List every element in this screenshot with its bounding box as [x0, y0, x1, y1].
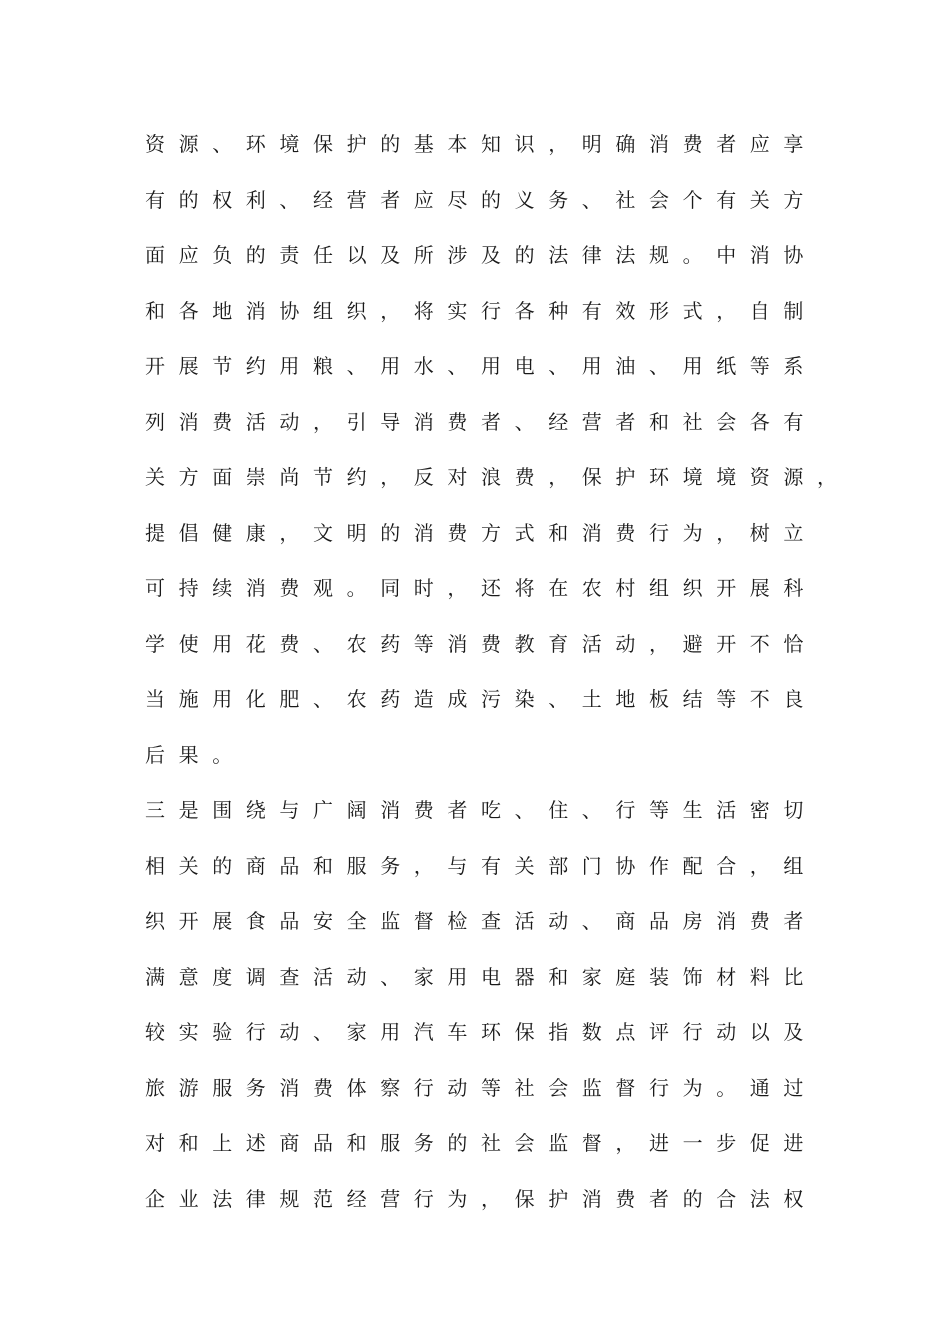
- text-line: 对和上述商品和服务的社会监督，进一步促进: [145, 1131, 817, 1155]
- text-line: 相关的商品和服务，与有关部门协作配合，组: [145, 853, 817, 878]
- text-line: 满意度调查活动、家用电器和家庭装饰材料比: [145, 964, 817, 989]
- text-line: 关方面崇尚节约，反对浪费，保护环境境资源，: [145, 465, 851, 489]
- text-line: 织开展食品安全监督检查活动、商品房消费者: [145, 909, 817, 933]
- text-line: 开展节约用粮、用水、用电、用油、用纸等系: [145, 354, 817, 378]
- text-line: 企业法律规范经营行为，保护消费者的合法权: [145, 1186, 817, 1211]
- text-line: 学使用花费、农药等消费教育活动，避开不恰: [145, 631, 817, 656]
- text-line: 列消费活动，引导消费者、经营者和社会各有: [145, 409, 817, 434]
- text-line: 面应负的责任以及所涉及的法律法规。中消协: [145, 243, 817, 267]
- text-line: 当施用化肥、农药造成污染、土地板结等不良: [145, 687, 817, 711]
- text-line: 可持续消费观。同时，还将在农村组织开展科: [145, 576, 817, 600]
- text-line: 提倡健康，文明的消费方式和消费行为，树立: [145, 520, 817, 545]
- text-line: 资源、环境保护的基本知识，明确消费者应享: [145, 132, 817, 156]
- text-line: 有的权利、经营者应尽的义务、社会个有关方: [145, 187, 817, 212]
- text-line: 较实验行动、家用汽车环保指数点评行动以及: [145, 1020, 817, 1044]
- text-line: 三是围绕与广阔消费者吃、住、行等生活密切: [145, 798, 817, 822]
- body-text: [145, 128, 865, 1238]
- text-line: 和各地消协组织，将实行各种有效形式，自制: [145, 298, 817, 323]
- text-line: 后果。: [145, 742, 246, 767]
- text-line: 旅游服务消费体察行动等社会监督行为。通过: [145, 1075, 817, 1100]
